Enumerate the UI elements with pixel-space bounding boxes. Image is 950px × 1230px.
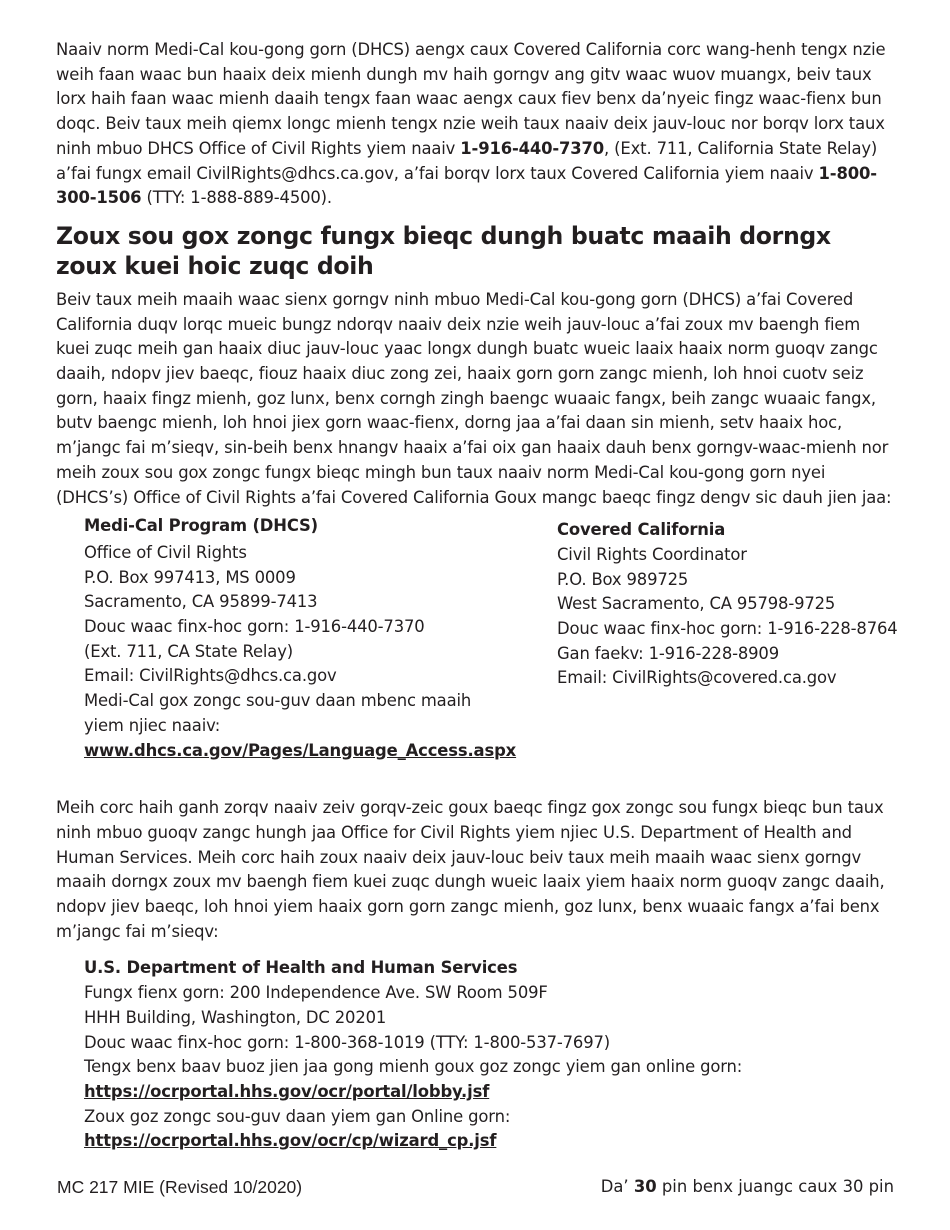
covered-california-phone: 1-800-300-1506	[56, 163, 877, 208]
dhcs-forms-note-2: yiem njiec naaiv:	[84, 715, 221, 735]
section-heading: Zoux sou gox zongc fungx bieqc dungh buatc maaih dorngx zoux kuei hoic zuqc doih	[56, 221, 831, 280]
hhs-building: HHH Building, Washington, DC 20201	[84, 1007, 387, 1027]
intro-paragraph	[56, 38, 898, 211]
dhcs-contact-block	[84, 512, 524, 763]
dhcs-phone-line: Douc waac finx-hoc gorn: 1-916-440-7370	[84, 617, 425, 637]
form-id: MC 217 MIE (Revised 10/2020)	[57, 1177, 303, 1197]
intro-text-a: Naaiv norm Medi-Cal kou-gong gorn (DHCS) aengx caux Covered California corc wang-henh tengx nzie weih faan waac bun haaix deix mienh dungh mv haih gorngv ang gitv waac wuov muangx, beiv taux lorx haih faan waac mienh daaih tengx faan waac aengx caux fiev benx da’nyeic fingz waac-fienx bun doqc. Beiv taux meih qiemx longc mienh tengx nzie weih taux naaiv deix jauv-louc nor borqv lorx taux ninh mbuo DHCS Office of Civil Rights yiem naaiv	[56, 40, 886, 158]
hhs-address: Fungx fienx gorn: 200 Independence Ave. SW Room 509F	[84, 983, 548, 1003]
intro-text-b: , (Ext. 711, California State Relay) a’fai fungx email CivilRights@dhcs.ca.gov, a’fai borqv lorx taux Covered California yiem naaiv	[56, 138, 878, 183]
cc-po-box: P.O. Box 989725	[557, 569, 689, 589]
dhcs-forms-note: Medi-Cal gox zongc sou-guv daan mbenc maaih	[84, 691, 472, 711]
cc-email: Email: CivilRights@covered.ca.gov	[557, 668, 837, 688]
page-number: 30	[633, 1177, 657, 1196]
dhcs-title: Medi-Cal Program (DHCS)	[84, 516, 319, 536]
dhcs-language-access-link[interactable]: www.dhcs.ca.gov/Pages/Language_Access.aspx	[84, 740, 517, 760]
hhs-forms-note: Zoux goz zongc sou-guv daan yiem gan Online gorn:	[84, 1106, 511, 1126]
dhcs-email: Email: CivilRights@dhcs.ca.gov	[84, 666, 337, 686]
cc-fax: Gan faekv: 1-916-228-8909	[557, 643, 779, 663]
hhs-portal-link[interactable]: https://ocrportal.hhs.gov/ocr/portal/lobby.jsf	[84, 1081, 490, 1101]
intro-text-c: (TTY: 1-888-889-4500).	[141, 188, 332, 208]
cc-city: West Sacramento, CA 95798-9725	[557, 594, 836, 614]
federal-complaint-paragraph: Meih corc haih ganh zorqv naaiv zeiv gorqv-zeic goux baeqc fingz gox zongc sou fungx bieqc bun taux ninh mbuo guoqv zangc hungh jaa Office for Civil Rights yiem njiec U.S. Department of Health and Human Services. Meih corc haih zoux naaiv deix jauv-louc beiv taux meih maaih waac sienx gorngv maaih dorngx zoux mv baengh fiem kuei zuqc dungh wueic laaix yiem haaix norm guoqv zangc daaih, ndopv jiev baeqc, loh hnoi yiem haaix gorn gorn zangc mienh, goz lunx, benx wuaaic fangx a’fai benx m’jangc fai m’sieqv:	[56, 798, 885, 941]
page-suffix: pin benx juangc caux 30 pin	[656, 1177, 894, 1196]
hhs-title: U.S. Department of Health and Human Services	[84, 958, 518, 978]
document-page	[56, 38, 898, 1154]
cc-phone-line: Douc waac finx-hoc gorn: 1-916-228-8764	[557, 619, 898, 639]
dhcs-office: Office of Civil Rights	[84, 542, 247, 562]
contact-columns	[56, 512, 898, 780]
cc-title: Covered California	[557, 520, 726, 540]
dhcs-relay: (Ext. 711, CA State Relay)	[84, 641, 293, 661]
hhs-contact-block	[84, 956, 898, 1154]
dhcs-po-box: P.O. Box 997413, MS 0009	[84, 567, 296, 587]
page-prefix: Da’	[600, 1177, 634, 1196]
covered-california-contact-block	[557, 518, 917, 691]
dhcs-city: Sacramento, CA 95899-7413	[84, 592, 318, 612]
hhs-phone: Douc waac finx-hoc gorn: 1-800-368-1019 (TTY: 1-800-537-7697)	[84, 1032, 611, 1052]
cc-coordinator: Civil Rights Coordinator	[557, 544, 747, 564]
hhs-online-note: Tengx benx baav buoz jien jaa gong mienh goux goz zongc yiem gan online gorn:	[84, 1057, 743, 1077]
discrimination-paragraph: Beiv taux meih maaih waac sienx gorngv ninh mbuo Medi-Cal kou-gong gorn (DHCS) a’fai Covered California duqv lorqc mueic bungz ndorqv naaiv deix nzie weih jauv-louc a’fai zoux mv baengh fiem kuei zuqc meih gan haaix diuc jauv-louc yaac longx dungh buatc wueic laaix haaix norm guoqv zangc daaih, ndopv jiev baeqc, fiouz haaix diuc zong zei, haaix gorn gorn zangc mienh, loh hnoi cuotv seiz gorn, haaix fingz mienh, goz lunx, benx corngh zingh baengc wuaaic fangx, beih zangc wuaaic fangx, butv baengc mienh, loh hnoi jiex gorn waac-fienx, dorng jaa a’fai daan sin mienh, setv haaix hoc, m’jangc fai m’sieqv, sin-beih benx hnangv haaix a’fai oix gan haaix dauh benx gorngv-waac-mienh nor meih zoux sou gox zongc fungx bieqc mingh bun taux naaiv norm Medi-Cal kou-gong gorn nyei (DHCS’s) Office of Civil Rights a’fai Covered California Goux mangc baeqc fingz dengv sic dauh jien jaa:	[56, 289, 892, 507]
page-number-label	[601, 1177, 894, 1196]
dhcs-phone: 1-916-440-7370	[460, 138, 605, 158]
page-footer	[57, 1177, 894, 1203]
hhs-wizard-link[interactable]: https://ocrportal.hhs.gov/ocr/cp/wizard_cp.jsf	[84, 1131, 497, 1151]
